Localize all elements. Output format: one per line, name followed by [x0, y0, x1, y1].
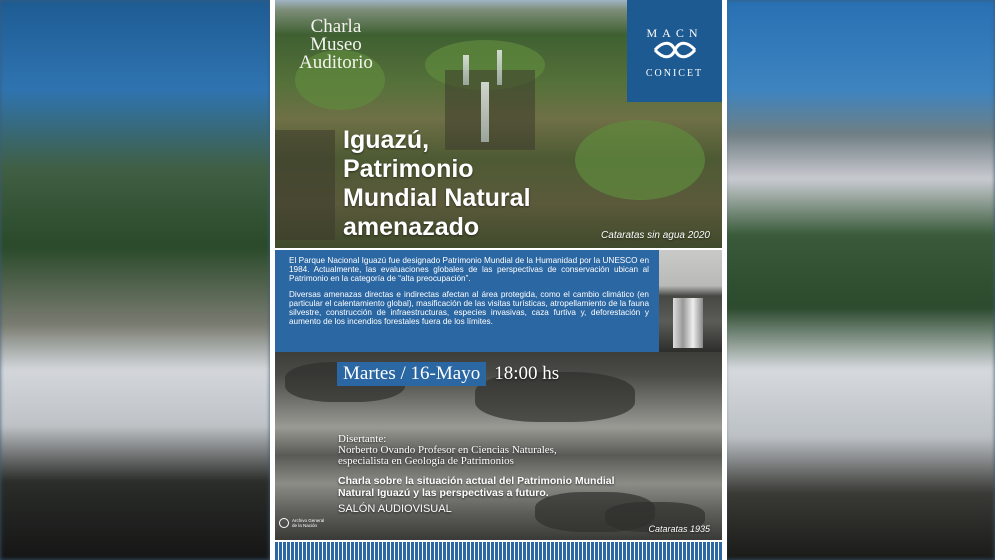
archive-seal-icon — [279, 518, 289, 528]
speaker-line-2: especialista en Geología de Patrimonios — [338, 455, 514, 467]
footer-stripe-band — [275, 540, 722, 560]
poster-title — [343, 126, 531, 242]
talk-line-1: Charla sobre la situación actual del Patrimonio Mundial — [338, 475, 615, 487]
logo-bottom-text: CONICET — [645, 68, 704, 79]
title-line-1: Iguazú, — [343, 126, 430, 154]
title-line-3: Mundial Natural — [343, 184, 531, 212]
description-box — [275, 250, 659, 352]
title-line-2: Patrimonio — [343, 155, 474, 183]
event-date: Martes / 16-Mayo — [337, 362, 486, 386]
speaker-label: Disertante: — [338, 433, 387, 445]
series-line-3: Auditorio — [299, 52, 373, 73]
series-line-2: Museo — [310, 34, 362, 55]
event-venue: SALÓN AUDIOVISUAL — [338, 503, 452, 515]
archive-line-1: Archivo General — [292, 518, 325, 523]
background-blurred-left — [0, 0, 270, 560]
series-line-1: Charla — [310, 16, 362, 37]
speaker-line-1: Norberto Ovando Profesor en Ciencias Naturales, — [338, 444, 557, 456]
macn-conicet-logo — [627, 0, 722, 102]
archive-logo — [279, 518, 324, 528]
speaker-info — [338, 434, 557, 467]
event-date-row — [337, 362, 559, 386]
event-series-label — [299, 18, 373, 72]
description-paragraph-2: Diversas amenazas directas e indirectas afectan al área protegida, como el cambio climático (en particular el calentamiento global), masificación de las visitas turísticas, atropellamiento de la fauna silvestre, construcción de infraestructuras, especies invasivas, caza furtiva y, deforestación y aumento de los incendios forestales fuera de los límites. — [289, 289, 649, 327]
title-line-4: amenazado — [343, 213, 480, 241]
talk-description — [338, 476, 615, 499]
event-time: 18:00 hs — [494, 363, 560, 384]
historic-waterfall-photo — [659, 250, 722, 352]
logo-top-text: MACN — [646, 26, 703, 40]
archive-line-2: de la Nación — [292, 523, 318, 528]
background-blurred-right — [725, 0, 995, 560]
photo-caption-bottom: Cataratas 1935 — [648, 524, 710, 534]
description-paragraph-1: El Parque Nacional Iguazú fue designado Patrimonio Mundial de la Humanidad por la UNESCO en 1984. Actualmente, las evaluaciones globales de las perspectivas de conservación ubican al Patrimonio en la categoría de “alta preocupación”. — [289, 256, 649, 284]
event-poster — [270, 0, 727, 560]
poster-content — [275, 0, 722, 560]
wave-logo-icon — [653, 41, 697, 59]
photo-caption-top: Cataratas sin agua 2020 — [601, 230, 710, 241]
talk-line-2: Natural Iguazú y las perspectivas a futuro. — [338, 486, 549, 499]
